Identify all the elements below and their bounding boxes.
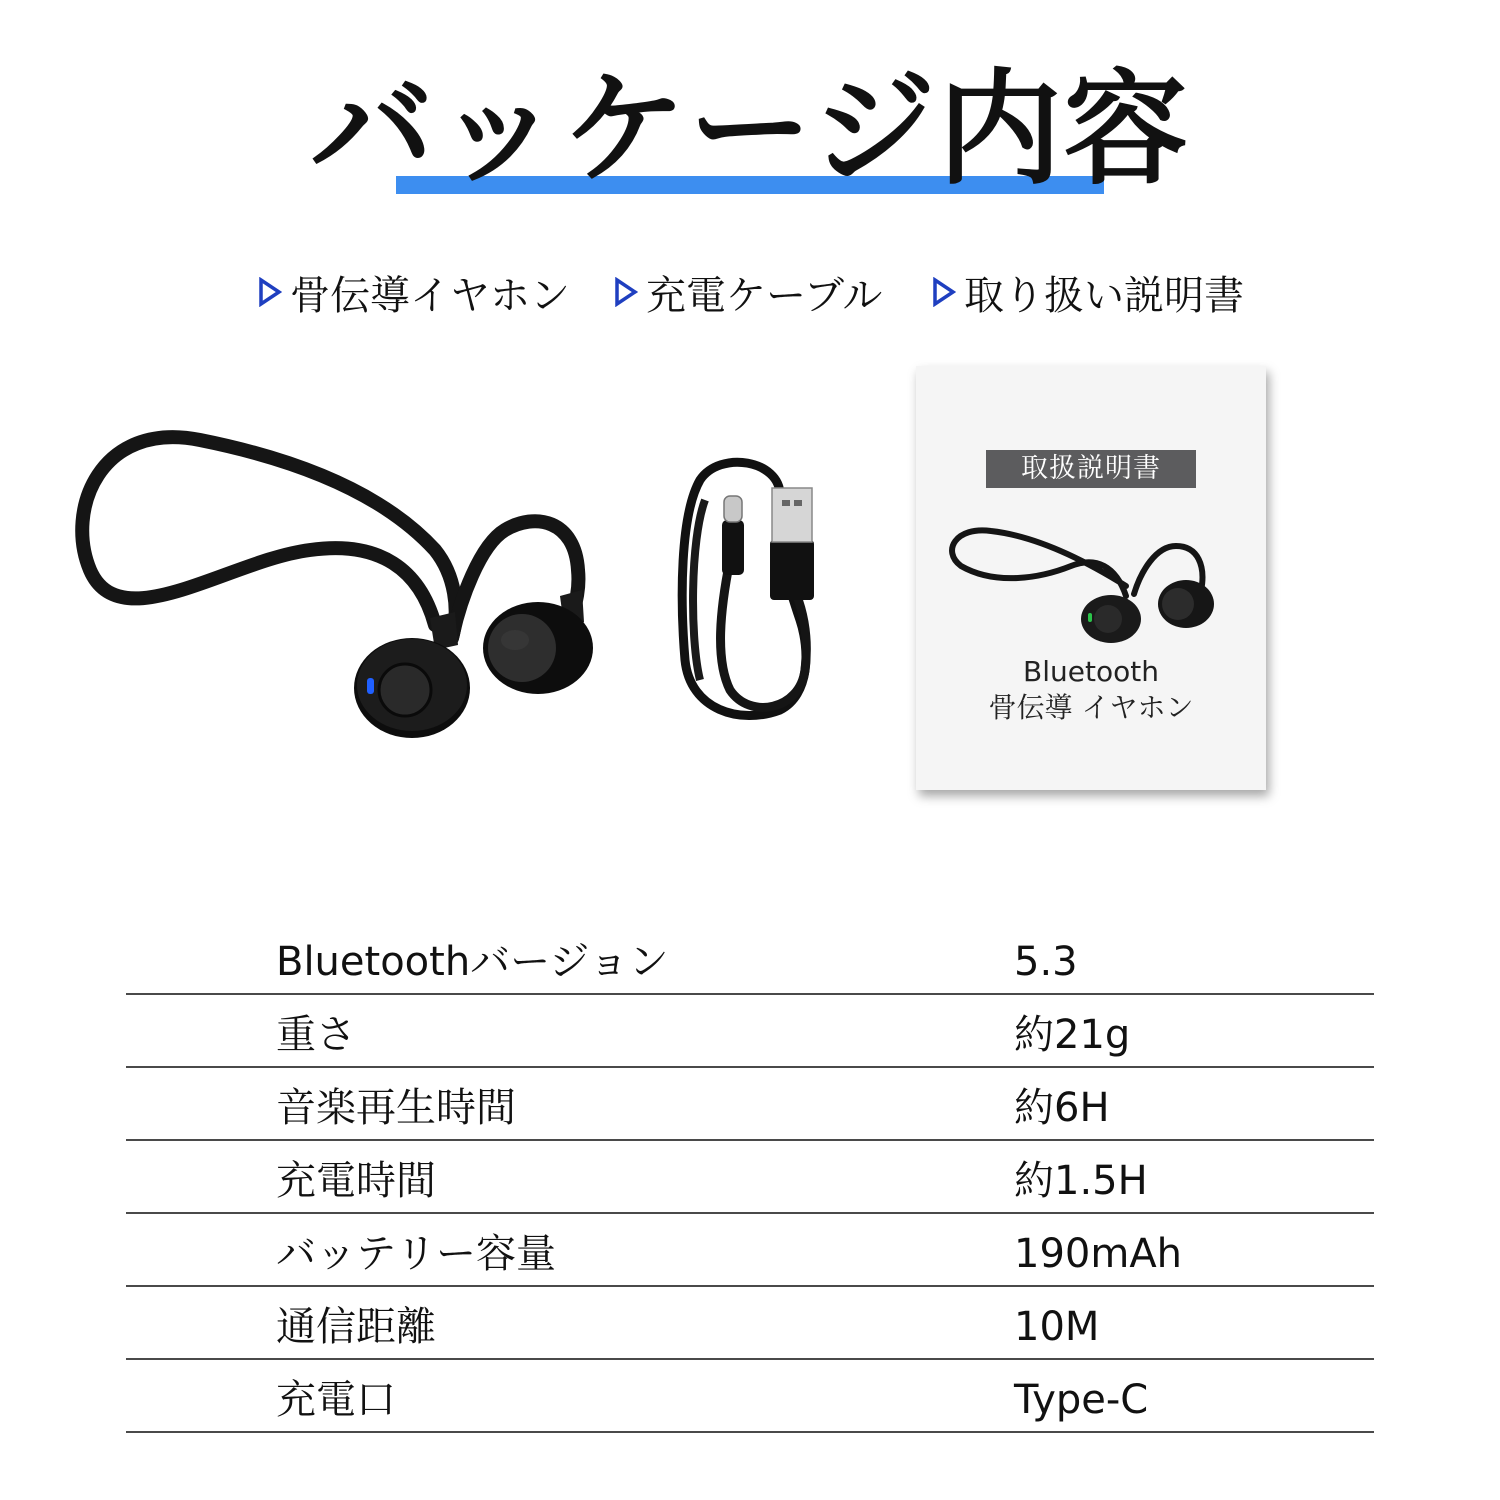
content-item-earphones: [258, 262, 570, 322]
content-item-label: 充電ケーブル: [646, 272, 883, 319]
triangle-outline-icon: [614, 277, 638, 307]
spec-value: 10M: [1014, 1304, 1100, 1350]
spec-value: 約21g: [1014, 1012, 1131, 1058]
package-contents-list: [0, 262, 1500, 322]
manual-text-line-2: 骨伝導 イヤホン: [988, 691, 1194, 724]
table-row: [126, 1141, 1374, 1214]
table-row: [126, 922, 1374, 995]
spec-table: [126, 922, 1374, 1433]
page-title: バッケージ内容: [310, 58, 1190, 202]
content-item-label: 取り扱い説明書: [964, 272, 1244, 319]
table-row: [126, 995, 1374, 1068]
spec-value: Type-C: [1014, 1377, 1149, 1423]
instruction-manual-image: [916, 366, 1266, 790]
bone-conduction-earphone-image: [60, 400, 620, 760]
table-row: [126, 1068, 1374, 1141]
spec-value: 約6H: [1014, 1085, 1110, 1131]
spec-value: 約1.5H: [1014, 1158, 1148, 1204]
spec-label: 重さ: [276, 1012, 356, 1058]
spec-label: 充電時間: [276, 1158, 436, 1204]
triangle-outline-icon: [932, 277, 956, 307]
manual-earphone-illustration: [936, 516, 1246, 646]
spec-label: 通信距離: [276, 1304, 436, 1350]
table-row: [126, 1360, 1374, 1433]
spec-label: 充電口: [276, 1377, 396, 1423]
spec-label: 音楽再生時間: [276, 1085, 516, 1131]
title-section: [0, 60, 1500, 200]
manual-text-line-1: Bluetooth: [1023, 655, 1159, 688]
spec-value: 190mAh: [1014, 1231, 1183, 1277]
table-row: [126, 1287, 1374, 1360]
table-row: [126, 1214, 1374, 1287]
usb-type-c-cable-image: [660, 440, 840, 730]
spec-label: バッテリー容量: [276, 1231, 556, 1277]
content-item-manual: [932, 262, 1244, 322]
content-item-label: 骨伝導イヤホン: [290, 272, 570, 319]
manual-label: 取扱説明書: [986, 450, 1196, 488]
manual-product-name: [916, 654, 1266, 726]
triangle-outline-icon: [258, 277, 282, 307]
content-item-cable: [614, 262, 882, 322]
spec-value: 5.3: [1014, 939, 1078, 985]
spec-label: Bluetoothバージョン: [276, 939, 669, 985]
